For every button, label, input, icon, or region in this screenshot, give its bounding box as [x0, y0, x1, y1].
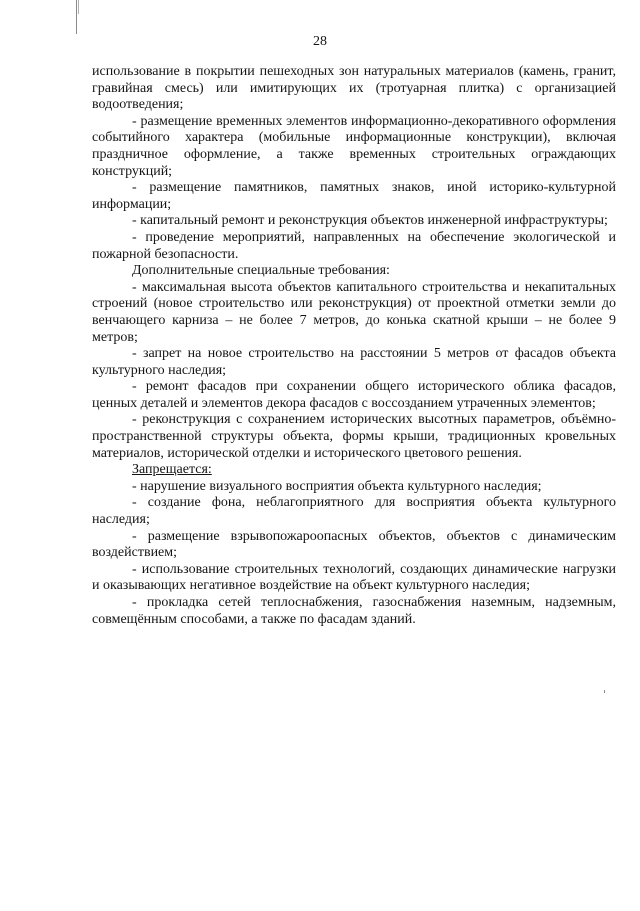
list-item: - капитальный ремонт и реконструкция объектов инженерной инфраструктуры;	[132, 213, 608, 229]
list-item: - проведение мероприятий, направленных на обеспечение экологической и пожарной безопасности.	[92, 229, 616, 262]
list-item: - размещение памятников, памятных знаков, иной историко-культурной информации;	[92, 180, 616, 212]
section-heading: Дополнительные специальные требования:	[132, 263, 390, 279]
list-item: - запрет на новое строительство на расстоянии 5 метров от фасадов объекта культурного наследия;	[92, 346, 616, 378]
list-item: - максимальная высота объектов капитального строительства и некапитальных строений (новое строительство или реконструкция) от проектной отметки земли до венчающего карниза – не более 7 метров, до конька скатной крыши – не более 9 метров;	[92, 279, 616, 345]
list-item: - прокладка сетей теплоснабжения, газоснабжения наземным, надземным, совмещённым способами, а также по фасадам зданий.	[92, 595, 616, 627]
prohibited-heading-line	[92, 462, 616, 479]
document-body	[92, 64, 616, 628]
list-item: - реконструкция с сохранением исторических высотных параметров, объёмно-пространственной структуры объекта, формы крыши, традиционных кровельных материалов, исторической отделки и исторического цветового решения.	[92, 412, 616, 461]
list-item: - нарушение визуального восприятия объекта культурного наследия;	[132, 478, 542, 494]
list-item: - создание фона, неблагоприятного для восприятия объекта культурного наследия;	[92, 495, 616, 528]
list-item: - размещение временных элементов информационно-декоративного оформления событийного характера (мобильные информационные конструкции), включая праздничное оформление, а также временных строительных ограждающих конструкций;	[92, 113, 616, 179]
paragraph-continuation: использование в покрытии пешеходных зон натуральных материалов (камень, гранит, гравийная смесь) или имитирующих их (тротуарная плитка) с организацией водоотведения;	[92, 64, 616, 113]
list-item: - ремонт фасадов при сохранении общего исторического облика фасадов, ценных деталей и элементов декора фасадов с воссозданием утраченных элементов;	[92, 379, 616, 411]
scan-edge-mark	[76, 0, 77, 34]
page-number: 28	[313, 34, 327, 49]
scan-edge-mark	[78, 0, 79, 14]
scan-dot-mark	[604, 690, 605, 693]
list-item: - использование строительных технологий, создающих динамические нагрузки и оказывающих негативное воздействие на объект культурного наследия;	[92, 561, 616, 594]
list-item: - размещение взрывопожароопасных объектов, объектов с динамическим воздействием;	[92, 528, 616, 561]
prohibited-heading: Запрещается:	[132, 462, 212, 478]
